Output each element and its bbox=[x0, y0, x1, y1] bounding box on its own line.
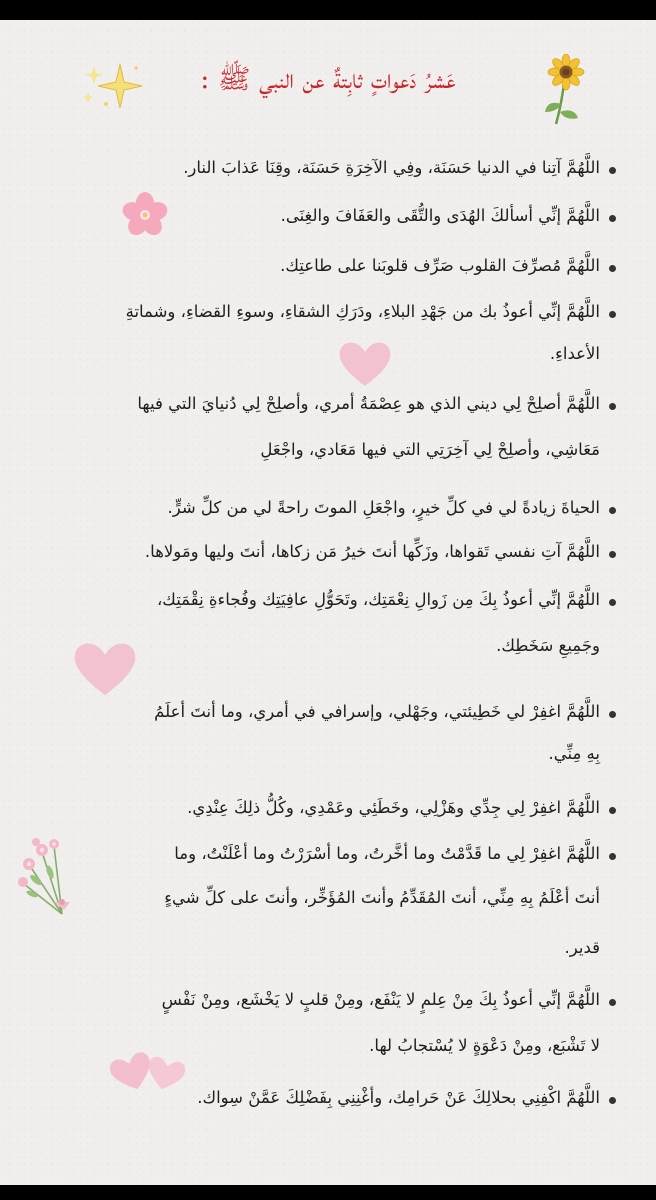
bullet-icon bbox=[609, 215, 616, 222]
dua-line: بِهِ مِنِّي. bbox=[548, 744, 600, 763]
dua-line: لا تَشْبَع، ومِنْ دَعْوَةٍ لا يُسْتجابُ لها. bbox=[369, 1036, 600, 1055]
dua-line: اللَّهُمَّ آتِنا في الدنيا حَسَنَة، وفِي الآخِرَةِ حَسَنَة، وقِنَا عَذابَ النار. bbox=[183, 158, 600, 177]
bullet-icon bbox=[609, 999, 616, 1006]
dua-line: اللَّهُمَّ أصلِحْ لِي ديني الذي هو عِصْمَةُ أمري، وأصلِحْ لِي دُنيايَ التي فيها bbox=[137, 394, 600, 413]
dua-line: الأعداءِ. bbox=[549, 344, 600, 363]
bullet-icon bbox=[609, 167, 616, 174]
dua-line: اللَّهُمَّ آتِ نفسي تَقواها، وزَكِّها أنتَ خيرُ مَن زكاها، أنتَ وليها ومَولاها. bbox=[144, 542, 600, 561]
dua-line: اللَّهُمَّ إنِّي أسألكَ الهُدَى والتُّقَى والعَفَافَ والغِنَى. bbox=[280, 206, 600, 225]
dua-line: قدير. bbox=[564, 938, 600, 957]
bullet-icon bbox=[609, 551, 616, 558]
dua-line: اللَّهُمَّ اغفِرْ لِي ما قَدَّمْتُ وما أخَّرتُ، وما أسْرَرْتُ وما أعْلَنْتُ، وما bbox=[174, 844, 600, 863]
dua-line: اللَّهُمَّ إنِّي أعوذُ بك من جَهْدِ البلاءِ، ودَرَكِ الشقاءِ، وسوءِ القضاءِ، وشماتةِ bbox=[125, 302, 600, 321]
bullet-icon bbox=[609, 853, 616, 860]
dua-line: اللَّهُمَّ اكْفِنِي بحلالِكَ عَنْ حَرامِك، وأغْنِنِي بِفَضْلِكَ عَمَّنْ سِواك. bbox=[197, 1088, 600, 1107]
dua-line: اللَّهُمَّ إنِّي أعوذُ بِكَ مِنْ عِلمٍ لا يَنْفَع، ومِنْ قلبٍ لا يَخْشَع، ومِنْ نَفْسٍ bbox=[161, 990, 600, 1009]
dua-line: الحياةَ زيادةً لي في كلِّ خيرٍ، واجْعَلِ الموتَ راحةً لي من كلِّ شرٍّ. bbox=[167, 498, 600, 517]
bullet-icon bbox=[609, 311, 616, 318]
page-title: عَشرُ دَعواتٍ ثابِتةٌ عن النبي ﷺ : bbox=[200, 64, 456, 95]
dua-card bbox=[0, 20, 656, 1185]
dua-line: أنتَ أعْلَمُ بِهِ مِنِّي، أنتَ المُقَدِّمُ وأنتَ المُؤَخِّر، وأنتَ على كلِّ شيءٍ bbox=[164, 888, 600, 907]
dua-line: اللَّهُمَّ إنِّي أعوذُ بِكَ مِن زَوالِ نِعْمَتِك، وتَحَوُّلِ عافِيَتِك وفُجاءةِ نِقْمَتِك، bbox=[156, 590, 600, 609]
dua-list bbox=[0, 20, 656, 1185]
bullet-icon bbox=[609, 1097, 616, 1104]
bullet-icon bbox=[609, 403, 616, 410]
dua-line: اللَّهُمَّ اغفِرْ لي خَطِيئتي، وجَهْلي، وإسرافي في أمري، وما أنتَ أعلَمُ bbox=[154, 702, 600, 721]
dua-line: وجَمِيعِ سَخَطِك. bbox=[496, 636, 600, 655]
bullet-icon bbox=[609, 265, 616, 272]
bullet-icon bbox=[609, 599, 616, 606]
dua-line: مَعَاشِي، وأصلِحْ لِي آخِرَتِي التي فيها مَعَادي، واجْعَلِ bbox=[260, 440, 600, 459]
bullet-icon bbox=[609, 711, 616, 718]
dua-line: اللَّهُمَّ اغفِرْ لِي جِدِّي وهَزْلِي، وخَطَئِي وعَمْدِي، وكُلُّ ذلِكَ عِنْدِي. bbox=[187, 798, 600, 817]
bullet-icon bbox=[609, 507, 616, 514]
bullet-icon bbox=[609, 807, 616, 814]
dua-line: اللَّهُمَّ مُصرِّفَ القلوب صَرِّف قلوبَنا على طاعتِك. bbox=[280, 256, 600, 275]
